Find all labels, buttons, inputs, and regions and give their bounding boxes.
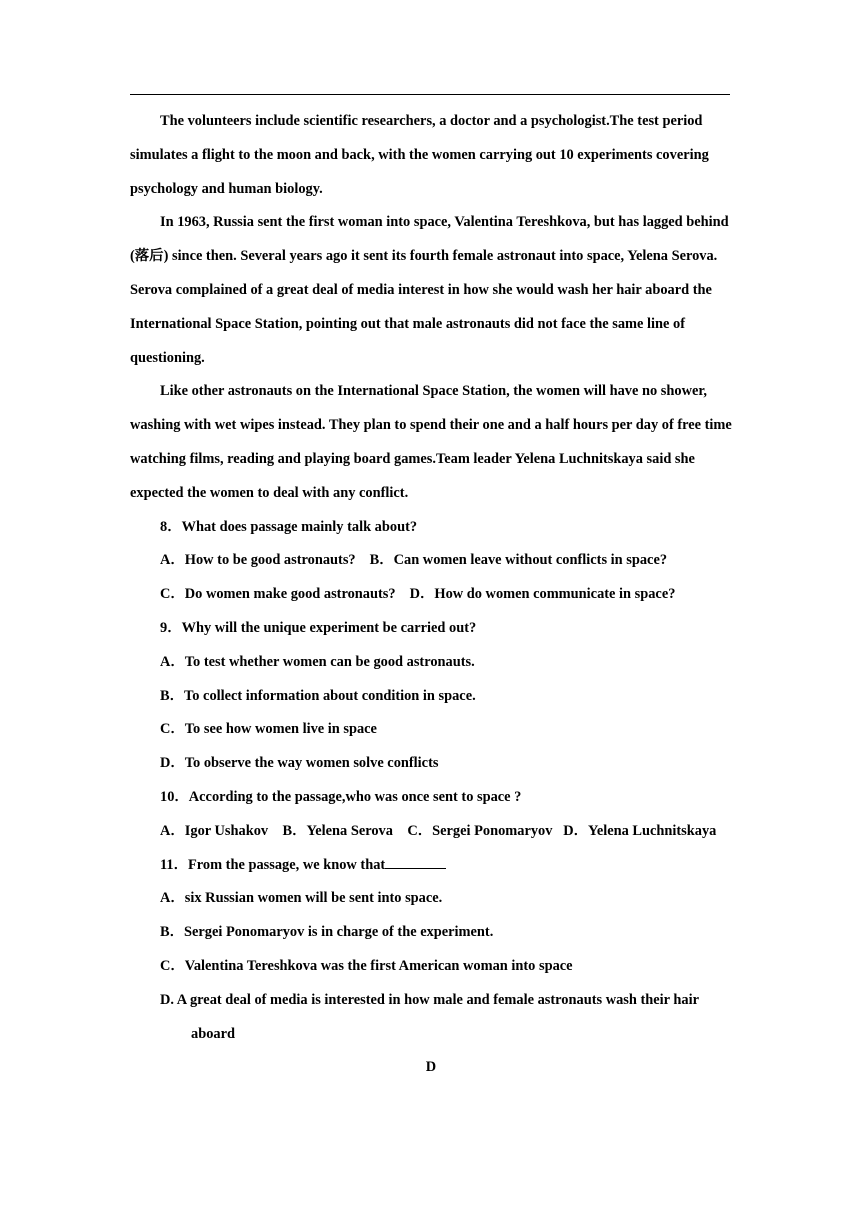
question-10-option-b: B．Yelena Serova [282, 822, 393, 839]
question-11-option-a: A．six Russian women will be sent into space. [160, 890, 443, 907]
question-9-stem: 9．Why will the unique experiment be carried out? [160, 619, 477, 636]
question-11-stem: 11．From the passage, we know that [160, 856, 386, 873]
question-8-option-c: C．Do women make good astronauts? [160, 586, 396, 603]
question-9-option-b: B．To collect information about condition in space. [160, 687, 476, 704]
question-9-option-c: C．To see how women live in space [160, 721, 377, 738]
question-10-option-a: A．Igor Ushakov [160, 822, 269, 839]
question-11-option-d: D. A great deal of media is interested in how male and female astronauts wash their hair aboard [160, 991, 699, 1042]
passage-paragraph-2: In 1963, Russia sent the first woman into space, Valentina Tereshkova, but has lagged behind (落后) since then. Several years ago it sent its fourth female astronaut into space, Yelena Serova. Serova complained of a great deal of media interest in how she would wash her hair aboard the International Space Station, pointing out that male astronauts did not face the same line of questioning. [130, 214, 729, 366]
passage-paragraph-3: Like other astronauts on the International Space Station, the women will have no shower, washing with wet wipes instead. They plan to spend their one and a half hours per day of free time watching films, reading and playing board games.Team leader Yelena Luchnitskaya said she expected the women to deal with any conflict. [130, 383, 732, 501]
question-8-option-a: A．How to be good astronauts? [160, 552, 356, 569]
question-10-stem: 10．According to the passage,who was once sent to space ? [160, 788, 522, 805]
header-rule [130, 94, 730, 95]
document-body [130, 105, 732, 1077]
question-10 [130, 781, 732, 849]
answer-blank [385, 856, 446, 869]
question-8-option-d: D．How do women communicate in space? [409, 586, 676, 603]
question-11-option-d-wrap [130, 984, 732, 1052]
question-11-option-b: B．Sergei Ponomaryov is in charge of the experiment. [160, 924, 494, 941]
question-11-stem-line [130, 849, 732, 883]
section-label: D [425, 1059, 437, 1076]
question-9 [130, 612, 732, 781]
question-8-options-cd [130, 578, 732, 612]
question-11 [130, 849, 732, 1052]
question-8-options-ab [130, 544, 732, 578]
question-9-option-d: D．To observe the way women solve conflicts [160, 755, 439, 772]
question-8-option-b: B．Can women leave without conflicts in space? [369, 552, 668, 569]
question-11-option-c: C．Valentina Tereshkova was the first American woman into space [160, 957, 573, 974]
question-8-stem: 8．What does passage mainly talk about? [160, 518, 418, 535]
passage-paragraph-1: The volunteers include scientific researchers, a doctor and a psychologist.The test period simulates a flight to the moon and back, with the women carrying out 10 experiments covering psychology and human biology. [130, 113, 709, 197]
question-10-options [130, 815, 732, 849]
question-8 [130, 511, 732, 612]
question-10-option-c: C．Sergei Ponomaryov [407, 822, 553, 839]
question-9-option-a: A．To test whether women can be good astronauts. [160, 653, 475, 670]
question-10-option-d: D．Yelena Luchnitskaya [563, 822, 717, 839]
